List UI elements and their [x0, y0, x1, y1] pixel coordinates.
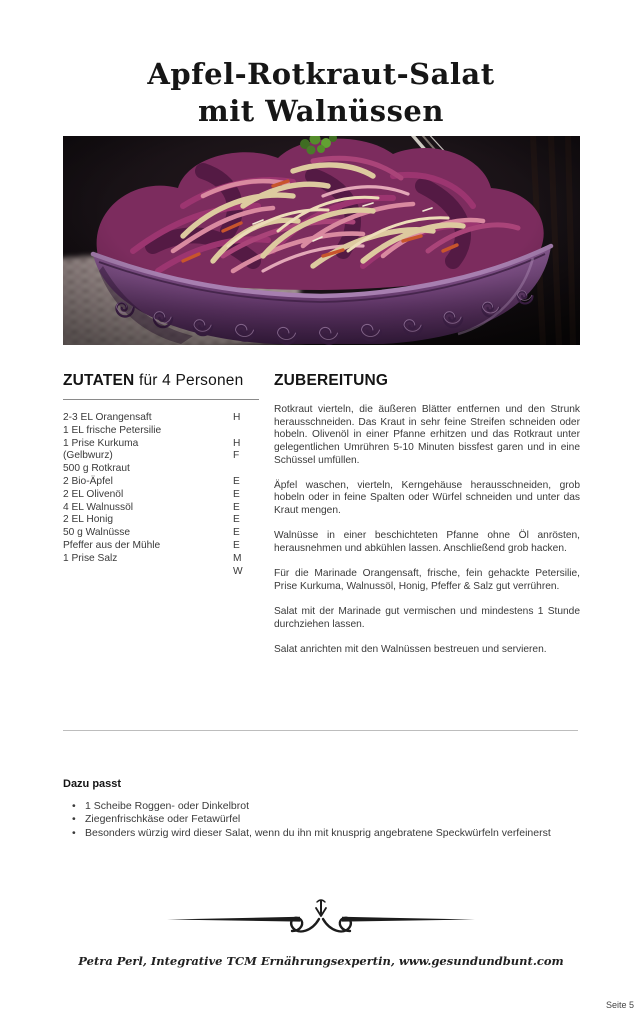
ingredient-name: 50 g Walnüsse — [63, 527, 131, 539]
ingredient-row — [63, 566, 259, 579]
ingredient-row — [63, 476, 259, 489]
preparation-paragraph: Salat anrichten mit den Walnüssen bestreuen und servieren. — [274, 643, 547, 655]
ingredients-heading-main: ZUTATEN — [63, 372, 135, 389]
ingredient-name: 2-3 EL Orangensaft — [63, 412, 152, 423]
ingredient-name: 2 Bio-Äpfel — [63, 475, 113, 487]
ingredients-heading — [63, 371, 259, 390]
ingredient-element: E — [233, 527, 240, 539]
serving-suggestion-item: • Besonders würzig wird dieser Salat, wenn du ihn mit knusprig angebratene Speckwürfeln verfeinerst — [63, 827, 580, 840]
preparation-paragraph: Salat mit der Marinade gut vermischen und mindestens 1 Stunde durchziehen lassen. — [274, 605, 580, 630]
ingredient-name: Pfeffer aus der Mühle — [63, 539, 161, 551]
flourish-ornament-icon — [161, 898, 481, 942]
section-divider-rule — [63, 730, 578, 731]
ingredient-element: E — [233, 475, 240, 487]
preparation-paragraph: Rotkraut vierteln, die äußeren Blätter entfernen und den Strunk herausschneiden. Das Kraut in sehr feine Streifen schneiden oder hobeln. Olivenöl in einer Pfanne erhitzen und das Rotkraut unter gelegentlichen Umrühren 5-10 Minuten bissfest garen und in eine Schüssel umfüllen. — [274, 404, 580, 466]
ingredient-name: 1 Prise Kurkuma — [63, 437, 139, 449]
preparation-paragraph: Für die Marinade Orangensaft, frische, fein gehackte Petersilie, Prise Kurkuma, Walnussöl, Honig, Pfeffer & Salz gut verrühren. — [274, 568, 580, 592]
serving-suggestion-item: • Ziegenfrischkäse oder Fetawürfel — [63, 813, 580, 826]
ingredient-element: M — [233, 552, 242, 564]
page-title — [0, 56, 642, 130]
ingredient-element: W — [233, 565, 243, 577]
serving-suggestions-section — [63, 778, 580, 840]
preparation-paragraph: Äpfel waschen, vierteln, Kerngehäuse herausschneiden, grob hobeln oder in feine Spalten oder Würfel schneiden und unter das Kraut mengen. — [274, 479, 580, 517]
ingredient-element: F — [233, 450, 240, 462]
ingredient-element: E — [233, 539, 240, 551]
ingredient-name: 500 g Rotkraut — [63, 463, 130, 475]
ingredient-name — [63, 566, 233, 579]
preparation-section — [274, 371, 580, 669]
ingredient-element: H — [233, 437, 241, 449]
serving-suggestions-list — [63, 800, 580, 840]
ingredient-element — [233, 463, 253, 476]
ingredients-list — [63, 412, 259, 578]
ingredient-row — [63, 502, 259, 515]
ingredient-row — [63, 540, 259, 553]
ingredient-element — [233, 425, 253, 438]
page-title-line1: Apfel-Rotkraut-Salat — [147, 57, 495, 91]
ingredient-row — [63, 489, 259, 502]
ingredient-name: (Gelbwurz) — [63, 450, 113, 462]
ingredient-element: E — [233, 501, 240, 513]
ingredient-element: E — [233, 514, 240, 526]
ingredient-element: E — [233, 488, 240, 500]
ingredients-heading-suffix: für 4 Personen — [134, 372, 244, 389]
recipe-photo-illustration — [63, 136, 580, 345]
ingredient-name: 1 EL frische Petersilie — [63, 424, 162, 436]
ingredient-row — [63, 412, 259, 425]
ingredient-name: 2 EL Olivenöl — [63, 488, 124, 500]
ingredient-name: 4 EL Walnussöl — [63, 501, 134, 513]
page-title-line2: mit Walnüssen — [198, 94, 444, 128]
ingredient-row — [63, 463, 259, 476]
recipe-columns — [63, 371, 580, 669]
ingredient-row — [63, 425, 259, 438]
footer-credit: Petra Perl, Integrative TCM Ernährungsexpertin, www.gesundundbunt.com — [78, 954, 564, 968]
ingredients-rule — [63, 399, 259, 400]
ingredient-name: 1 Prise Salz — [63, 552, 118, 564]
page-number: Seite 5 — [605, 1000, 634, 1010]
ingredient-row — [63, 527, 259, 540]
ingredient-row — [63, 553, 259, 566]
preparation-steps — [274, 404, 580, 656]
photo-vignette — [63, 136, 580, 345]
serving-suggestions-heading: Dazu passt — [63, 778, 122, 790]
ingredient-element: H — [233, 412, 241, 423]
ingredients-section — [63, 371, 259, 669]
preparation-paragraph: Walnüsse in einer beschichteten Pfanne ohne Öl anrösten, herausnehmen und abkühlen lassen. Anschließend grob hacken. — [274, 530, 580, 554]
preparation-heading: ZUBEREITUNG — [274, 372, 389, 389]
serving-suggestion-item: • 1 Scheibe Roggen- oder Dinkelbrot — [63, 800, 580, 813]
ingredient-row — [63, 450, 259, 463]
ingredient-row — [63, 514, 259, 527]
ingredient-name: 2 EL Honig — [63, 514, 114, 526]
ingredient-row — [63, 438, 259, 451]
flourish-divider — [161, 898, 481, 942]
recipe-photo — [63, 136, 580, 345]
